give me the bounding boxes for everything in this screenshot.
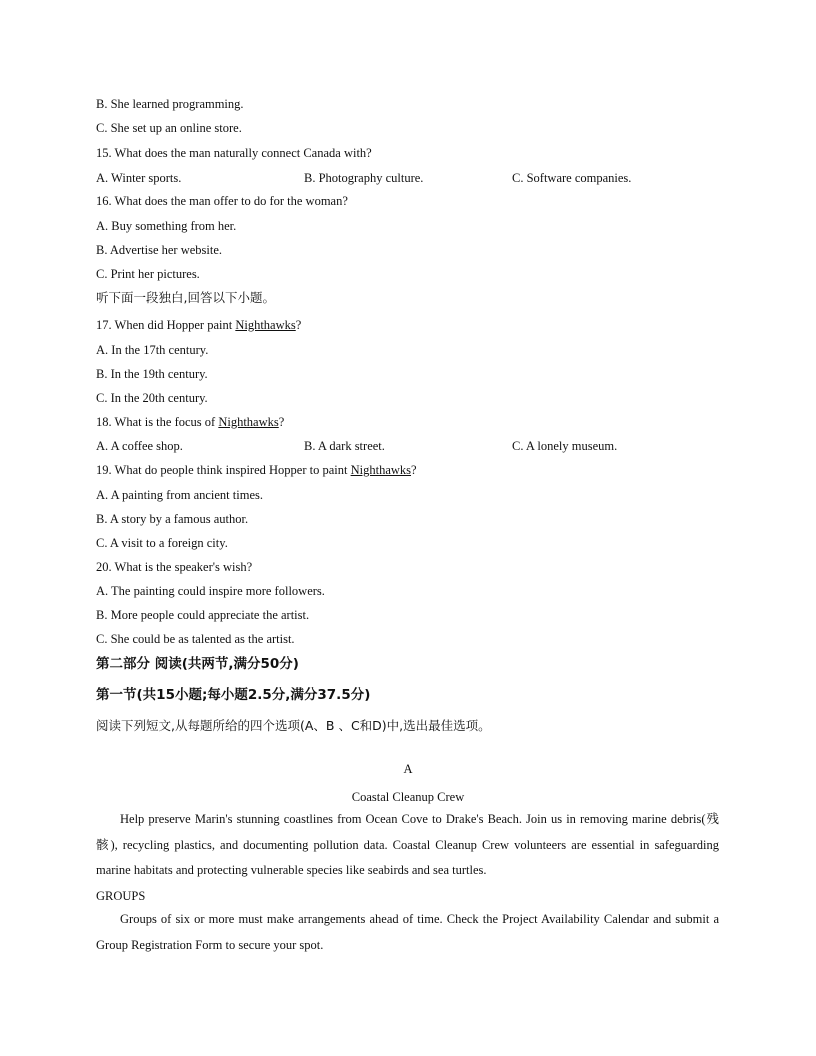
passage-letter: A bbox=[403, 762, 413, 776]
q20-option-a: A. The painting could inspire more followers. bbox=[96, 584, 325, 598]
q15-question: 15. What does the man naturally connect Canada with? bbox=[96, 146, 372, 160]
q18-text: 18. What is the focus of bbox=[96, 415, 219, 429]
q18-mark: ? bbox=[278, 415, 285, 429]
q19-option-c: C. A visit to a foreign city. bbox=[96, 536, 228, 550]
q19-mark: ? bbox=[411, 463, 417, 477]
q16-option-c: C. Print her pictures. bbox=[96, 267, 200, 281]
q18-option-b: B. A dark street. bbox=[304, 439, 385, 453]
q16-option-b: B. Advertise her website. bbox=[96, 243, 223, 257]
passage-title: Coastal Cleanup Crew bbox=[351, 790, 465, 804]
q15-option-b: B. Photography culture. bbox=[304, 171, 424, 185]
part2-heading: 第二部分 阅读(共两节,满分50分) bbox=[96, 656, 299, 672]
passage-paragraph-2: Groups of six or more must make arrangements ahead of time. Check the Project Availability Calendar and submit a Group Registration Form to secure your spot. bbox=[96, 912, 719, 952]
q15-option-c: C. Software companies. bbox=[512, 171, 632, 185]
q16-option-a: A. Buy something from her. bbox=[96, 219, 237, 233]
q17-option-b: B. In the 19th century. bbox=[96, 367, 208, 381]
q17-question bbox=[96, 317, 301, 333]
q14-option-b: B. She learned programming. bbox=[96, 97, 244, 111]
q20-option-b: B. More people could appreciate the artist. bbox=[96, 608, 310, 622]
q20-question: 20. What is the speaker's wish? bbox=[96, 560, 253, 574]
q14-option-c: C. She set up an online store. bbox=[96, 121, 242, 135]
q18-question bbox=[96, 414, 284, 430]
q19-question bbox=[96, 462, 417, 478]
reading-instruction: 阅读下列短文,从每题所给的四个选项(A、B 、C和D)中,选出最佳选项。 bbox=[96, 718, 491, 733]
section1-heading: 第一节(共15小题;每小题2.5分,满分37.5分) bbox=[96, 687, 371, 703]
q17-option-a: A. In the 17th century. bbox=[96, 343, 209, 357]
q19-option-a: A. A painting from ancient times. bbox=[96, 488, 263, 502]
q18-option-a: A. A coffee shop. bbox=[96, 439, 183, 453]
q20-option-c: C. She could be as talented as the artist. bbox=[96, 632, 295, 646]
monologue-instruction: 听下面一段独白,回答以下小题。 bbox=[96, 290, 275, 305]
q17-text: 17. When did Hopper paint bbox=[96, 318, 236, 332]
q15-option-a: A. Winter sports. bbox=[96, 171, 182, 185]
q17-painting-title: Nighthawks bbox=[235, 318, 296, 332]
q17-mark: ? bbox=[295, 318, 302, 332]
q16-question: 16. What does the man offer to do for the woman? bbox=[96, 194, 348, 208]
q19-painting-title: Nighthawks bbox=[350, 463, 412, 477]
q18-painting-title: Nighthawks bbox=[218, 415, 279, 429]
passage-paragraph-1: Help preserve Marin's stunning coastlines from Ocean Cove to Drake's Beach. Join us in removing marine debris(残骸), recycling plastics, and documenting pollution data. Coastal Cleanup Crew volunteers are essential in safeguarding marine habitats and protecting vulnerable species like seabirds and sea turtles. bbox=[96, 812, 719, 877]
q19-option-b: B. A story by a famous author. bbox=[96, 512, 249, 526]
q17-option-c: C. In the 20th century. bbox=[96, 391, 208, 405]
q19-text: 19. What do people think inspired Hopper to paint bbox=[96, 463, 351, 477]
groups-heading: GROUPS bbox=[96, 889, 146, 903]
q18-option-c: C. A lonely museum. bbox=[512, 439, 618, 453]
